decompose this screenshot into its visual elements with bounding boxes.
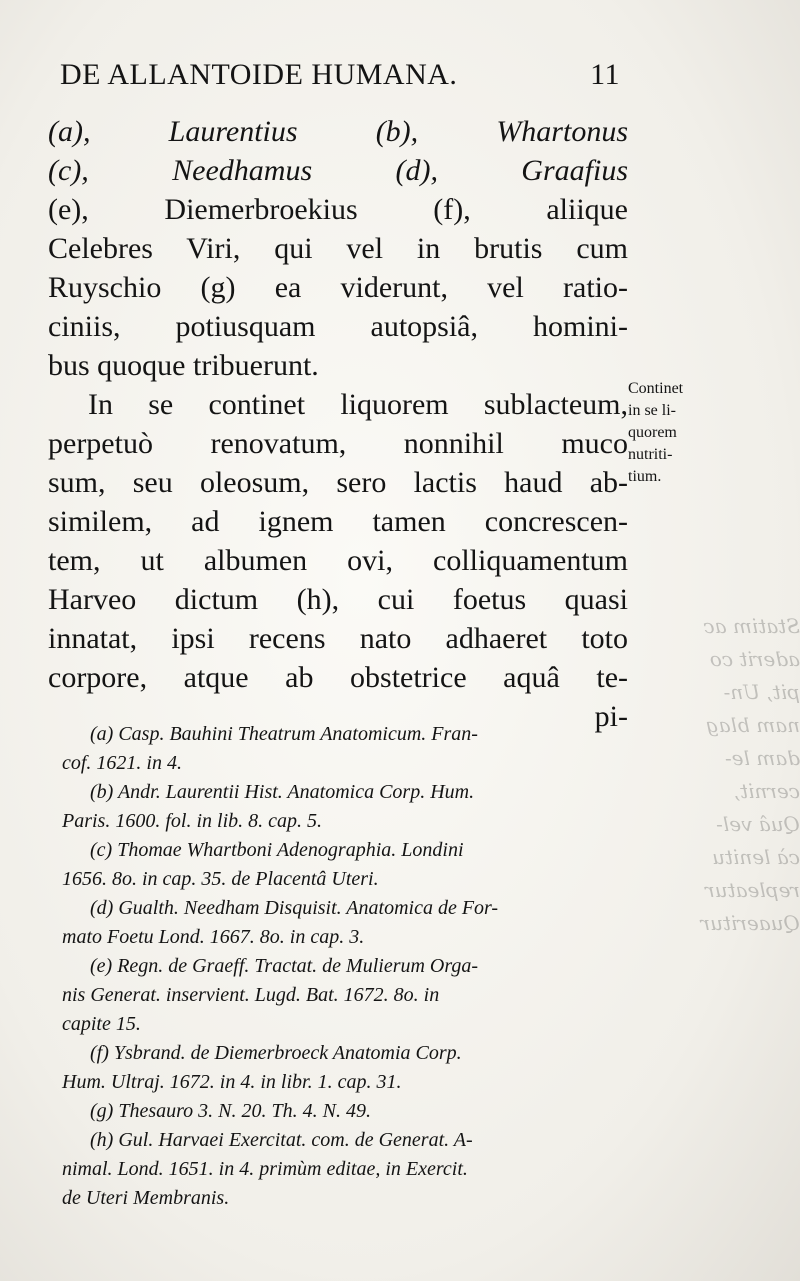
margin-note-line: Continet: [628, 380, 684, 397]
body-line: similem, ad ignem tamen concrescen-: [48, 505, 628, 538]
margin-note-line: nutriti-: [628, 446, 673, 463]
body-line: Harveo dictum (h), cui foetus quasi: [48, 583, 628, 616]
margin-note: [628, 378, 718, 488]
footnote-line: (g) Thesauro 3. N. 20. Th. 4. N. 49.: [90, 1100, 371, 1122]
footnote-line: (d) Gualth. Needham Disquisit. Anatomica de For-: [90, 897, 499, 919]
footnote-line: mato Foetu Lond. 1667. 8o. in cap. 3.: [62, 926, 365, 948]
body-line: ciniis, potiusquam autopsiâ, homini-: [48, 310, 628, 343]
margin-note-line: in se li-: [628, 402, 676, 419]
body-line: innatat, ipsi recens nato adhaeret toto: [48, 622, 628, 655]
footnote-line: (b) Andr. Laurentii Hist. Anatomica Corp. Hum.: [90, 781, 475, 803]
footnote-line: (f) Ysbrand. de Diemerbroeck Anatomia Corp.: [90, 1042, 462, 1064]
body-line: Celebres Viri, qui vel in brutis cum: [48, 232, 628, 265]
footnote-line: (e) Regn. de Graeff. Tractat. de Mulierum Orga-: [90, 955, 479, 977]
body-line: bus quoque tribuerunt.: [48, 349, 319, 382]
body-line: corpore, atque ab obstetrice aquâ te-: [48, 661, 628, 694]
catchword: pi-: [594, 700, 628, 733]
footnote-line: de Uteri Membranis.: [62, 1187, 230, 1209]
footnote-line: (c) Thomae Whartboni Adenographia. Londini: [90, 839, 464, 861]
footnote-line: capite 15.: [62, 1013, 141, 1035]
footnote-line: (h) Gul. Harvaei Exercitat. com. de Generat. A-: [90, 1129, 473, 1151]
body-line: Ruyschio (g) ea viderunt, vel ratio-: [48, 271, 628, 304]
footnote-line: nis Generat. inservient. Lugd. Bat. 1672. 8o. in: [62, 984, 440, 1006]
footnote-line: 1656. 8o. in cap. 35. de Placentâ Uteri.: [62, 868, 379, 890]
running-head: [60, 58, 620, 98]
margin-note-line: quorem: [628, 424, 677, 441]
body-line: (e), Diemerbroekius (f), aliique: [48, 193, 628, 226]
footnote-line: Hum. Ultraj. 1672. in 4. in libr. 1. cap. 31.: [62, 1071, 402, 1093]
footnote-line: Paris. 1600. fol. in lib. 8. cap. 5.: [62, 810, 322, 832]
body-line: perpetuò renovatum, nonnihil muco: [48, 427, 628, 460]
running-head-title: DE ALLANTOIDE HUMANA.: [60, 58, 458, 91]
body-line: sum, seu oleosum, sero lactis haud ab-: [48, 466, 628, 499]
footnote-line: (a) Casp. Bauhini Theatrum Anatomicum. Fran-: [90, 723, 478, 745]
show-through-text: Statim ac aderit co pit, Un- nam blag dam le- cernit, Quâ vel- cà lenitu repleatur Quaeritur: [700, 614, 800, 935]
body-line: tem, ut albumen ovi, colliquamentum: [48, 544, 628, 577]
body-line: (c), Needhamus (d), Graafius: [48, 154, 628, 187]
body-text: [48, 112, 628, 736]
body-line: (a), Laurentius (b), Whartonus: [48, 115, 628, 148]
footnotes: [62, 720, 622, 1213]
footnote-line: cof. 1621. in 4.: [62, 752, 182, 774]
page-number: 11: [590, 58, 620, 91]
body-line: In se continet liquorem sublacteum,: [88, 388, 628, 421]
margin-note-line: tium.: [628, 468, 662, 485]
footnote-line: nimal. Lond. 1651. in 4. primùm editae, in Exercit.: [62, 1158, 468, 1180]
